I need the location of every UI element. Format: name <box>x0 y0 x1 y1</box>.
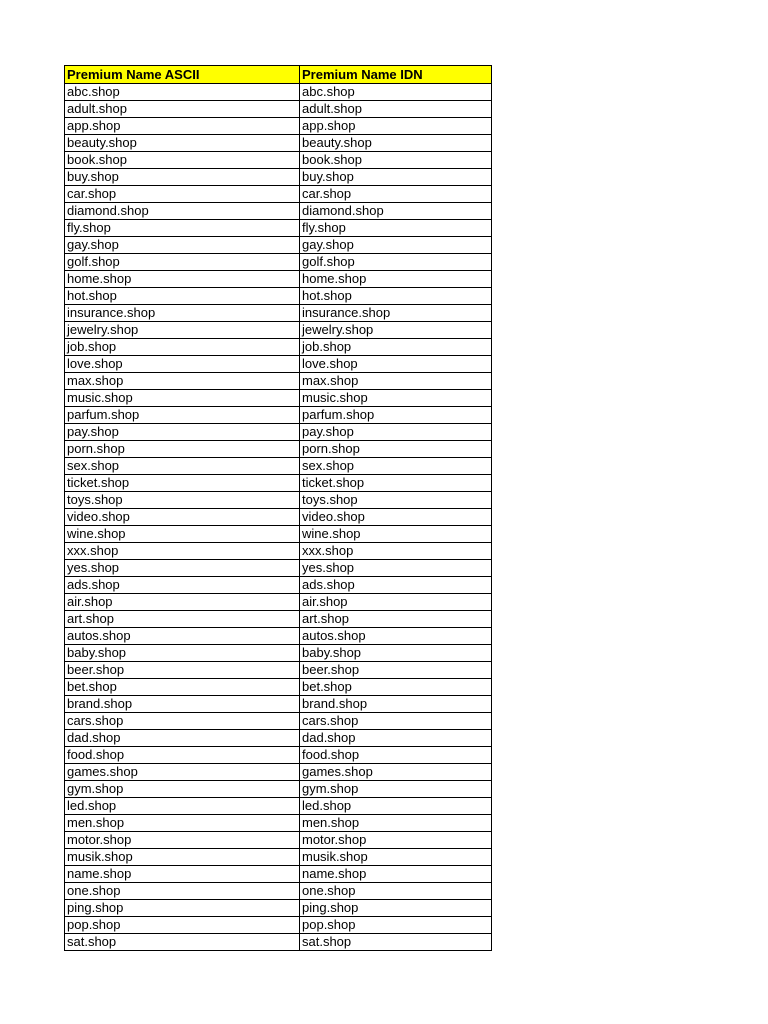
cell-ascii-name: hot.shop <box>65 288 300 305</box>
cell-idn-name: parfum.shop <box>300 407 492 424</box>
cell-idn-name: max.shop <box>300 373 492 390</box>
cell-ascii-name: wine.shop <box>65 526 300 543</box>
cell-idn-name: gym.shop <box>300 781 492 798</box>
table-header <box>65 66 492 84</box>
cell-ascii-name: porn.shop <box>65 441 300 458</box>
table-row <box>65 934 492 951</box>
cell-idn-name: app.shop <box>300 118 492 135</box>
cell-ascii-name: book.shop <box>65 152 300 169</box>
premium-names-table <box>64 65 492 951</box>
cell-idn-name: name.shop <box>300 866 492 883</box>
cell-idn-name: toys.shop <box>300 492 492 509</box>
table-row <box>65 441 492 458</box>
cell-idn-name: abc.shop <box>300 84 492 101</box>
cell-ascii-name: music.shop <box>65 390 300 407</box>
cell-ascii-name: name.shop <box>65 866 300 883</box>
cell-idn-name: ping.shop <box>300 900 492 917</box>
header-ascii: Premium Name ASCII <box>65 66 300 84</box>
cell-idn-name: job.shop <box>300 339 492 356</box>
cell-idn-name: fly.shop <box>300 220 492 237</box>
table-row <box>65 560 492 577</box>
cell-ascii-name: pop.shop <box>65 917 300 934</box>
table-row <box>65 730 492 747</box>
table-row <box>65 101 492 118</box>
cell-ascii-name: buy.shop <box>65 169 300 186</box>
table-row <box>65 645 492 662</box>
cell-idn-name: motor.shop <box>300 832 492 849</box>
cell-ascii-name: food.shop <box>65 747 300 764</box>
cell-idn-name: car.shop <box>300 186 492 203</box>
cell-ascii-name: ping.shop <box>65 900 300 917</box>
header-idn: Premium Name IDN <box>300 66 492 84</box>
table-row <box>65 169 492 186</box>
cell-ascii-name: job.shop <box>65 339 300 356</box>
cell-idn-name: beauty.shop <box>300 135 492 152</box>
cell-idn-name: wine.shop <box>300 526 492 543</box>
table-row <box>65 832 492 849</box>
cell-ascii-name: fly.shop <box>65 220 300 237</box>
cell-idn-name: xxx.shop <box>300 543 492 560</box>
table-row <box>65 373 492 390</box>
cell-ascii-name: sat.shop <box>65 934 300 951</box>
cell-idn-name: porn.shop <box>300 441 492 458</box>
cell-idn-name: air.shop <box>300 594 492 611</box>
cell-idn-name: video.shop <box>300 509 492 526</box>
table-row <box>65 322 492 339</box>
cell-idn-name: buy.shop <box>300 169 492 186</box>
cell-ascii-name: yes.shop <box>65 560 300 577</box>
cell-ascii-name: beauty.shop <box>65 135 300 152</box>
cell-ascii-name: app.shop <box>65 118 300 135</box>
table-row <box>65 815 492 832</box>
cell-idn-name: food.shop <box>300 747 492 764</box>
table-row <box>65 220 492 237</box>
cell-idn-name: brand.shop <box>300 696 492 713</box>
table-row <box>65 713 492 730</box>
cell-ascii-name: dad.shop <box>65 730 300 747</box>
table-row <box>65 407 492 424</box>
table-row <box>65 458 492 475</box>
cell-idn-name: beer.shop <box>300 662 492 679</box>
table-row <box>65 135 492 152</box>
cell-idn-name: pop.shop <box>300 917 492 934</box>
cell-ascii-name: jewelry.shop <box>65 322 300 339</box>
table-row <box>65 577 492 594</box>
cell-idn-name: led.shop <box>300 798 492 815</box>
cell-idn-name: home.shop <box>300 271 492 288</box>
cell-ascii-name: baby.shop <box>65 645 300 662</box>
cell-idn-name: one.shop <box>300 883 492 900</box>
cell-ascii-name: video.shop <box>65 509 300 526</box>
table-row <box>65 356 492 373</box>
table-row <box>65 747 492 764</box>
cell-ascii-name: max.shop <box>65 373 300 390</box>
cell-ascii-name: love.shop <box>65 356 300 373</box>
cell-ascii-name: toys.shop <box>65 492 300 509</box>
cell-ascii-name: car.shop <box>65 186 300 203</box>
cell-idn-name: diamond.shop <box>300 203 492 220</box>
table-row <box>65 679 492 696</box>
table-row <box>65 305 492 322</box>
cell-idn-name: men.shop <box>300 815 492 832</box>
table-row <box>65 883 492 900</box>
table-row <box>65 118 492 135</box>
cell-idn-name: adult.shop <box>300 101 492 118</box>
cell-idn-name: yes.shop <box>300 560 492 577</box>
cell-ascii-name: musik.shop <box>65 849 300 866</box>
cell-ascii-name: adult.shop <box>65 101 300 118</box>
table-row <box>65 424 492 441</box>
cell-ascii-name: bet.shop <box>65 679 300 696</box>
cell-idn-name: jewelry.shop <box>300 322 492 339</box>
cell-idn-name: book.shop <box>300 152 492 169</box>
cell-ascii-name: beer.shop <box>65 662 300 679</box>
cell-ascii-name: diamond.shop <box>65 203 300 220</box>
table-row <box>65 509 492 526</box>
cell-ascii-name: home.shop <box>65 271 300 288</box>
cell-ascii-name: parfum.shop <box>65 407 300 424</box>
cell-ascii-name: ads.shop <box>65 577 300 594</box>
cell-idn-name: baby.shop <box>300 645 492 662</box>
cell-ascii-name: gay.shop <box>65 237 300 254</box>
cell-idn-name: autos.shop <box>300 628 492 645</box>
cell-idn-name: ads.shop <box>300 577 492 594</box>
header-row <box>65 66 492 84</box>
cell-ascii-name: autos.shop <box>65 628 300 645</box>
table-row <box>65 84 492 101</box>
table-row <box>65 543 492 560</box>
cell-idn-name: cars.shop <box>300 713 492 730</box>
table-row <box>65 475 492 492</box>
table-row <box>65 271 492 288</box>
table-row <box>65 237 492 254</box>
table-row <box>65 152 492 169</box>
cell-ascii-name: pay.shop <box>65 424 300 441</box>
table-row <box>65 254 492 271</box>
table-row <box>65 917 492 934</box>
cell-ascii-name: air.shop <box>65 594 300 611</box>
table-row <box>65 781 492 798</box>
cell-idn-name: ticket.shop <box>300 475 492 492</box>
table-row <box>65 696 492 713</box>
table-row <box>65 339 492 356</box>
table-row <box>65 611 492 628</box>
cell-idn-name: pay.shop <box>300 424 492 441</box>
table-row <box>65 798 492 815</box>
cell-ascii-name: abc.shop <box>65 84 300 101</box>
cell-idn-name: golf.shop <box>300 254 492 271</box>
table-row <box>65 900 492 917</box>
cell-ascii-name: motor.shop <box>65 832 300 849</box>
cell-ascii-name: xxx.shop <box>65 543 300 560</box>
cell-ascii-name: games.shop <box>65 764 300 781</box>
table-row <box>65 186 492 203</box>
table-row <box>65 203 492 220</box>
cell-ascii-name: men.shop <box>65 815 300 832</box>
table-row <box>65 594 492 611</box>
cell-idn-name: love.shop <box>300 356 492 373</box>
cell-idn-name: gay.shop <box>300 237 492 254</box>
table-row <box>65 849 492 866</box>
table-row <box>65 492 492 509</box>
cell-idn-name: dad.shop <box>300 730 492 747</box>
cell-ascii-name: cars.shop <box>65 713 300 730</box>
cell-idn-name: bet.shop <box>300 679 492 696</box>
table-row <box>65 628 492 645</box>
cell-idn-name: sat.shop <box>300 934 492 951</box>
cell-ascii-name: golf.shop <box>65 254 300 271</box>
cell-ascii-name: art.shop <box>65 611 300 628</box>
cell-ascii-name: gym.shop <box>65 781 300 798</box>
table-row <box>65 764 492 781</box>
cell-idn-name: hot.shop <box>300 288 492 305</box>
table-row <box>65 390 492 407</box>
cell-idn-name: sex.shop <box>300 458 492 475</box>
cell-idn-name: musik.shop <box>300 849 492 866</box>
cell-idn-name: music.shop <box>300 390 492 407</box>
cell-idn-name: games.shop <box>300 764 492 781</box>
cell-ascii-name: led.shop <box>65 798 300 815</box>
cell-idn-name: insurance.shop <box>300 305 492 322</box>
cell-idn-name: art.shop <box>300 611 492 628</box>
cell-ascii-name: brand.shop <box>65 696 300 713</box>
cell-ascii-name: one.shop <box>65 883 300 900</box>
table-body <box>65 84 492 951</box>
cell-ascii-name: insurance.shop <box>65 305 300 322</box>
table-row <box>65 662 492 679</box>
cell-ascii-name: ticket.shop <box>65 475 300 492</box>
table-row <box>65 866 492 883</box>
table-row <box>65 526 492 543</box>
cell-ascii-name: sex.shop <box>65 458 300 475</box>
table-row <box>65 288 492 305</box>
